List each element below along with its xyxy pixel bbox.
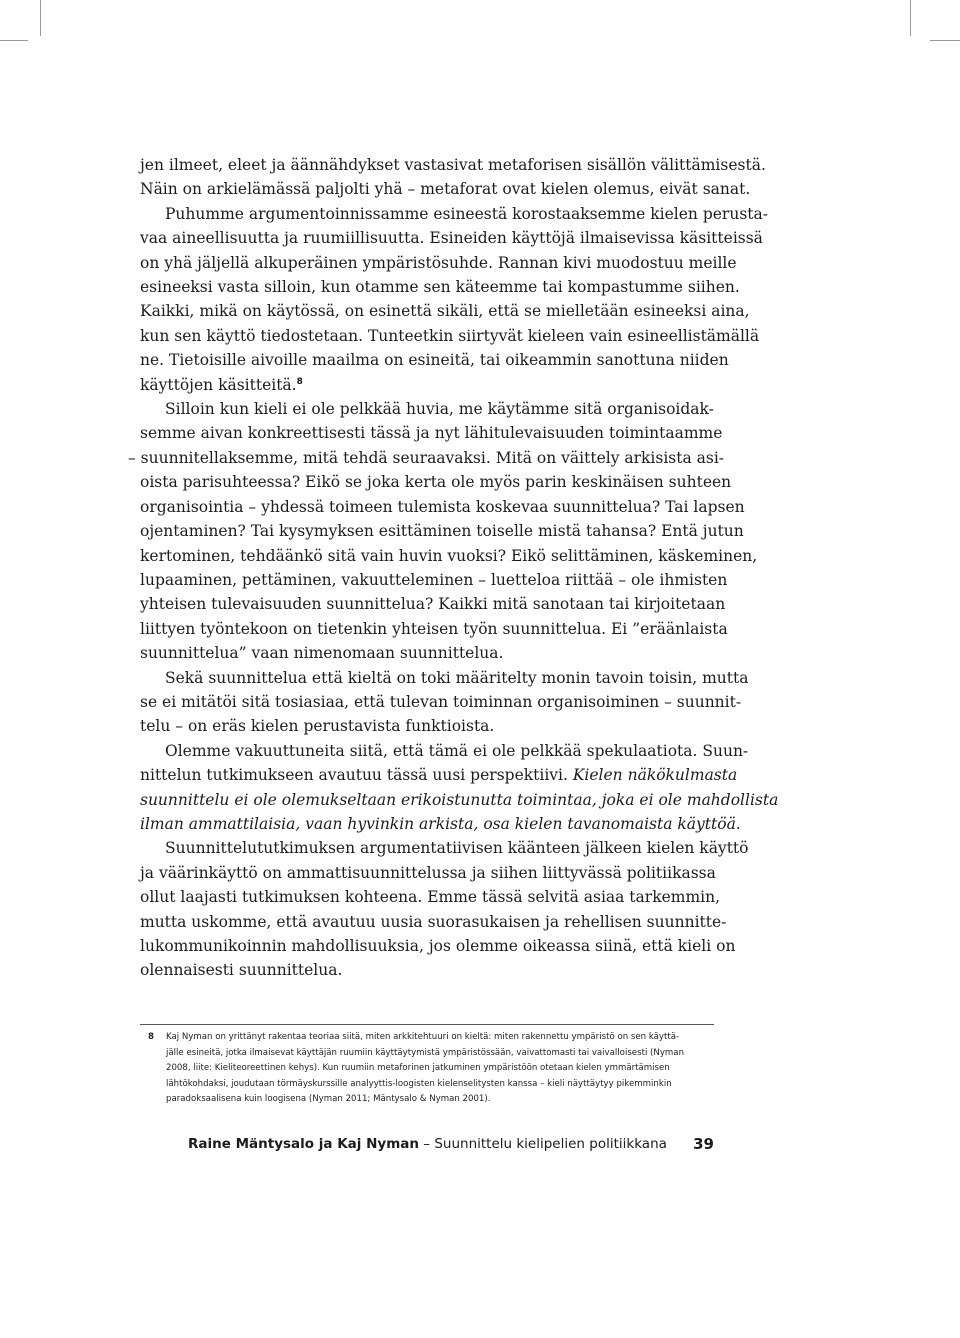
text-line: telu – on eräs kielen perustavista funktioista. xyxy=(140,717,495,736)
footnote-line: lähtökohdaksi, joudutaan törmäyskurssille analyyttis-loogisten kielenselitysten kanssa – kieli näyttäytyy pikemminkin xyxy=(166,1078,672,1089)
text-line: ja väärinkäyttö on ammattisuunnittelussa ja siihen liittyvässä politiikassa xyxy=(140,863,716,882)
text-line: Kaikki, mikä on käytössä, on esinettä sikäli, että se mielletään esineeksi aina, xyxy=(140,302,750,321)
text-line: yhteisen tulevaisuuden suunnittelua? Kaikki mitä sanotaan tai kirjoitetaan xyxy=(140,595,726,614)
text-line: liittyen työntekoon on tietenkin yhteisen työn suunnittelua. Ei ”eräänlaista xyxy=(140,619,728,638)
page-number: 39 xyxy=(693,1135,714,1153)
main-text xyxy=(128,153,779,983)
footer-authors: Raine Mäntysalo ja Kaj Nyman xyxy=(188,1136,419,1152)
text-line: Suunnittelututkimuksen argumentatiivisen käänteen jälkeen kielen käyttö xyxy=(165,839,749,858)
text-line: – suunnitellaksemme, mitä tehdä seuraavaksi. Mitä on väittely arkisista asi- xyxy=(128,448,725,467)
text-line: organisointia – yhdessä toimeen tulemista koskevaa suunnittelua? Tai lapsen xyxy=(140,497,745,516)
text-line: ollut laajasti tutkimuksen kohteena. Emme tässä selvitä asiaa tarkemmin, xyxy=(140,888,721,907)
text-fragment: nittelun tutkimukseen avautuu tässä uusi perspektiivi. xyxy=(140,766,573,785)
text-line: Silloin kun kieli ei ole pelkkää huvia, me käytämme sitä organisoidak- xyxy=(165,400,714,419)
text-line: kertominen, tehdäänkö sitä vain huvin vuoksi? Eikö selittäminen, käskeminen, xyxy=(140,546,758,565)
text-line: Olemme vakuuttuneita siitä, että tämä ei ole pelkkää spekulaatiota. Suun- xyxy=(165,741,749,760)
text-line: jen ilmeet, eleet ja äännähdykset vastasivat metaforisen sisällön välittämisestä. xyxy=(140,156,766,174)
text-line: semme aivan konkreettisesti tässä ja nyt lähitulevaisuuden toimintaamme xyxy=(140,424,723,443)
running-footer xyxy=(188,1136,714,1158)
crop-mark-top-right-vertical xyxy=(910,0,911,36)
footnote-reference[interactable]: 8 xyxy=(296,376,303,387)
crop-mark-top-left-horizontal xyxy=(0,40,28,41)
text-line: se ei mitätöi sitä tosiasiaa, että tulevan toiminnan organisoiminen – suunnit- xyxy=(140,692,742,711)
text-line: Sekä suunnittelua että kieltä on toki määritelty monin tavoin toisin, mutta xyxy=(165,668,749,687)
footnote-text xyxy=(166,1030,714,1108)
footnote-line: Kaj Nyman on yrittänyt rakentaa teoriaa siitä, miten arkkitehtuuri on kieltä: miten rakennettu ympäristö on sen käyttä- xyxy=(166,1032,680,1042)
text-line: lupaaminen, pettäminen, vakuutteleminen – luetteloa riittää – ole ihmisten xyxy=(140,570,728,589)
footnote-line: paradoksaalisena kuin loogisena (Nyman 2011; Mäntysalo & Nyman 2001). xyxy=(166,1094,491,1105)
text-line-italic: suunnittelu ei ole olemukseltaan erikoistunutta toimintaa, joka ei ole mahdollista xyxy=(140,790,779,809)
footer-title: Suunnittelu kielipelien politiikkana xyxy=(434,1136,667,1152)
text-line: oista parisuhteessa? Eikö se joka kerta ole myös parin keskinäisen suhteen xyxy=(140,473,732,492)
text-line: vaa aineellisuutta ja ruumiillisuutta. Esineiden käyttöjä ilmaisevissa käsitteissä xyxy=(140,229,763,248)
footnote-divider xyxy=(140,1024,714,1025)
text-line xyxy=(140,763,738,787)
text-line: on yhä jäljellä alkuperäinen ympäristösuhde. Rannan kivi muodostuu meille xyxy=(140,253,737,272)
text-line: suunnittelua” vaan nimenomaan suunnittelua. xyxy=(140,644,504,663)
text-line: mutta uskomme, että avautuu uusia suorasukaisen ja rehellisen suunnitte- xyxy=(140,912,727,931)
text-line: ojentaminen? Tai kysymyksen esittäminen toiselle mistä tahansa? Entä jutun xyxy=(140,522,744,541)
text-line: esineeksi vasta silloin, kun otamme sen käteemme tai kompastumme siihen. xyxy=(140,278,740,297)
italic-fragment: Kielen näkökulmasta xyxy=(572,766,738,785)
crop-mark-top-left-vertical xyxy=(40,0,41,36)
footer-separator: – xyxy=(418,1136,435,1152)
text-line: kun sen käyttö tiedostetaan. Tunteetkin siirtyvät kieleen vain esineellistämällä xyxy=(140,326,760,345)
text-line: ne. Tietoisille aivoille maailma on esineitä, tai oikeammin sanottuna niiden xyxy=(140,351,729,370)
text-line-italic: ilman ammattilaisia, vaan hyvinkin arkista, osa kielen tavanomaista käyttöä. xyxy=(140,814,741,833)
text-fragment: käyttöjen käsitteitä. xyxy=(140,375,297,394)
footnote xyxy=(140,1030,714,1108)
crop-mark-top-right-horizontal xyxy=(930,40,960,41)
footnote-line: jälle esineitä, jotka ilmaisevat käyttäjän ruumiin käyttäytymistä ympäristössään, vaivattomasti tai vaivalloisesti (Nyman xyxy=(166,1047,685,1058)
text-line: Puhumme argumentoinnissamme esineestä korostaaksemme kielen perusta- xyxy=(165,204,768,223)
text-line: Näin on arkielämässä paljolti yhä – metaforat ovat kielen olemus, eivät sanat. xyxy=(140,180,751,199)
footnote-line: 2008, liite: Kieliteoreettinen kehys). Kun ruumiin metaforinen jatkuminen ympäristöön otetaan kielen ymmärtämisen xyxy=(166,1063,670,1074)
text-line: lukommunikoinnin mahdollisuuksia, jos olemme oikeassa siinä, että kieli on xyxy=(140,937,736,955)
footnote-number: 8 xyxy=(148,1032,154,1042)
text-line xyxy=(140,373,714,397)
text-line: olennaisesti suunnittelua. xyxy=(140,961,343,980)
